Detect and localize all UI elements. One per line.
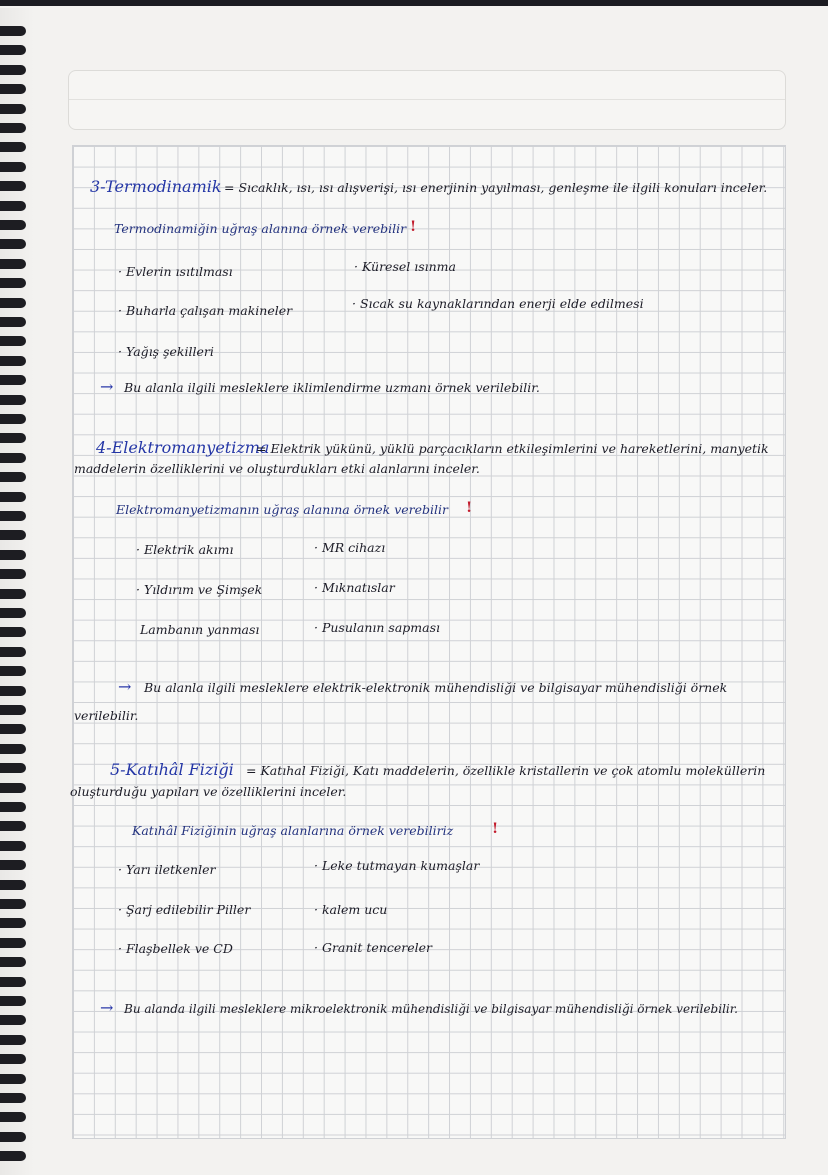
spiral-coil [0, 918, 26, 928]
spiral-coil [0, 259, 26, 269]
spiral-coil [0, 1035, 26, 1045]
spiral-coil [0, 957, 26, 967]
section-3-definition: = Sıcaklık, ısı, ısı alışverişi, ısı enerjinin yayılması, genleşme ile ilgili konuları inceler. [224, 180, 768, 195]
top-edge [0, 0, 828, 6]
spiral-coil [0, 336, 26, 346]
list-item: · Pusulanın sapması [314, 620, 440, 635]
section-5-title: 5-Katıhâl Fiziği [110, 760, 234, 779]
spiral-coil [0, 395, 26, 405]
spiral-coil [0, 1074, 26, 1084]
arrow-icon: → [100, 998, 114, 1017]
spiral-coil [0, 104, 26, 114]
spiral-binding [0, 8, 34, 1175]
spiral-coil [0, 1112, 26, 1122]
section-5-career: Bu alanda ilgili mesleklere mikroelektronik mühendisliği ve bilgisayar mühendisliği örnek verilebilir. [124, 1002, 738, 1016]
spiral-coil [0, 123, 26, 133]
spiral-coil [0, 589, 26, 599]
spiral-coil [0, 569, 26, 579]
spiral-coil [0, 530, 26, 540]
spiral-coil [0, 744, 26, 754]
list-item: · Yarı iletkenler [118, 862, 216, 877]
spiral-coil [0, 162, 26, 172]
list-item: Lambanın yanması [140, 622, 260, 637]
list-item: · Evlerin ısıtılması [118, 264, 233, 279]
list-item: · Flaşbellek ve CD [118, 941, 233, 956]
spiral-coil [0, 880, 26, 890]
spiral-coil [0, 472, 26, 482]
spiral-coil [0, 433, 26, 443]
section-4-examples-intro: Elektromanyetizmanın uğraş alanına örnek verebilir [116, 502, 449, 517]
spiral-coil [0, 492, 26, 502]
list-item: · Yıldırım ve Şimşek [136, 582, 263, 597]
spiral-coil [0, 724, 26, 734]
spiral-coil [0, 821, 26, 831]
spiral-coil [0, 763, 26, 773]
spiral-coil [0, 550, 26, 560]
exclamation-icon: ! [492, 821, 499, 837]
grid-paper [72, 145, 786, 1139]
list-item: · Elektrik akımı [136, 542, 234, 557]
list-item: · Mıknatıslar [314, 580, 395, 595]
spiral-coil [0, 375, 26, 385]
section-5-definition-line1: = Katıhal Fiziği, Katı maddelerin, özellikle kristallerin ve çok atomlu moleküllerin [246, 763, 766, 778]
header-divider [69, 99, 785, 100]
section-5-definition-line2: oluşturduğu yapıları ve özelliklerini inceler. [70, 784, 347, 799]
spiral-coil [0, 647, 26, 657]
spiral-coil [0, 1054, 26, 1064]
spiral-coil [0, 608, 26, 618]
spiral-coil [0, 686, 26, 696]
section-4-career-line1: Bu alanla ilgili mesleklere elektrik-elektronik mühendisliği ve bilgisayar mühendisliği örnek [144, 680, 728, 695]
list-item: · Buharla çalışan makineler [118, 303, 293, 318]
section-3-career: Bu alanla ilgili mesleklere iklimlendirme uzmanı örnek verilebilir. [124, 380, 540, 395]
spiral-coil [0, 783, 26, 793]
spiral-coil [0, 317, 26, 327]
list-item: · kalem ucu [314, 902, 388, 917]
spiral-coil [0, 1093, 26, 1103]
spiral-coil [0, 511, 26, 521]
spiral-coil [0, 298, 26, 308]
arrow-icon: → [118, 677, 132, 696]
spiral-coil [0, 627, 26, 637]
spiral-coil [0, 1132, 26, 1142]
section-4-definition-line1: = Elektrik yükünü, yüklü parçacıkların etkileşimlerini ve hareketlerini, manyetik [256, 441, 769, 456]
arrow-icon: → [100, 377, 114, 396]
list-item: · Yağış şekilleri [118, 344, 214, 359]
spiral-coil [0, 899, 26, 909]
spiral-coil [0, 84, 26, 94]
section-3-examples-intro: Termodinamiğin uğraş alanına örnek verebilir [114, 221, 407, 236]
section-5-examples-intro: Katıhâl Fiziğinin uğraş alanlarına örnek verebiliriz [132, 823, 454, 838]
spiral-coil [0, 356, 26, 366]
spiral-coil [0, 860, 26, 870]
spiral-coil [0, 938, 26, 948]
spiral-coil [0, 142, 26, 152]
spiral-coil [0, 1151, 26, 1161]
spiral-coil [0, 841, 26, 851]
spiral-coil [0, 220, 26, 230]
spiral-coil [0, 181, 26, 191]
spiral-coil [0, 802, 26, 812]
spiral-coil [0, 65, 26, 75]
header-box [68, 70, 786, 130]
spiral-coil [0, 414, 26, 424]
spiral-coil [0, 278, 26, 288]
list-item: · Leke tutmayan kumaşlar [314, 858, 480, 873]
list-item: · Şarj edilebilir Piller [118, 902, 251, 917]
spiral-coil [0, 239, 26, 249]
list-item: · Granit tencereler [314, 940, 433, 955]
spiral-coil [0, 201, 26, 211]
section-3-title: 3-Termodinamik [90, 177, 222, 196]
spiral-coil [0, 45, 26, 55]
spiral-coil [0, 453, 26, 463]
section-4-definition-line2: maddelerin özelliklerini ve oluşturdukları etki alanlarını inceler. [74, 461, 480, 476]
spiral-coil [0, 996, 26, 1006]
spiral-coil [0, 705, 26, 715]
list-item: · Sıcak su kaynaklarından enerji elde edilmesi [352, 296, 644, 311]
list-item: · Küresel ısınma [354, 259, 456, 274]
section-4-career-line2: verilebilir. [74, 708, 139, 723]
spiral-coil [0, 26, 26, 36]
list-item: · MR cihazı [314, 540, 386, 555]
spiral-coil [0, 977, 26, 987]
section-4-title: 4-Elektromanyetizma [96, 438, 270, 457]
spiral-coil [0, 1015, 26, 1025]
spiral-coil [0, 666, 26, 676]
exclamation-icon: ! [410, 219, 417, 235]
exclamation-icon: ! [466, 500, 473, 516]
